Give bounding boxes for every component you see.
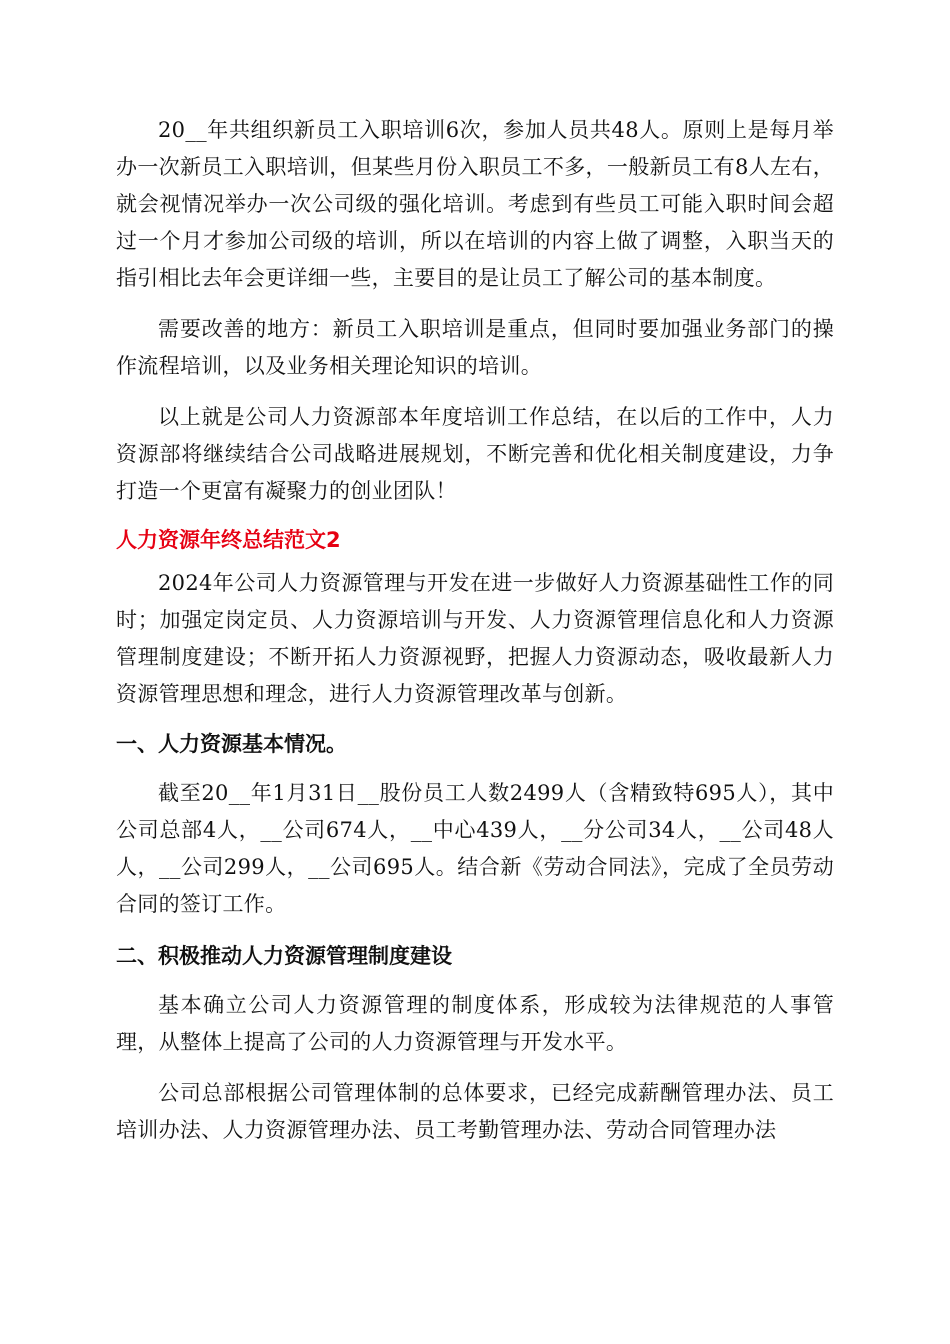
paragraph-overview: 2024年公司人力资源管理与开发在进一步做好人力资源基础性工作的同时；加强定岗定员、人力资源培训与开发、人力资源管理信息化和人力资源管理制度建设；不断开拓人力资源视野，把握人力资源动态，吸收最新人力资源管理思想和理念，进行人力资源管理改革与创新。 (116, 571, 834, 706)
section-title: 人力资源年终总结范文2 (116, 528, 341, 552)
heading-basic-situation: 一、人力资源基本情况。 (116, 732, 347, 756)
document-page (116, 112, 834, 1149)
paragraph-conclusion: 以上就是公司人力资源部本年度培训工作总结，在以后的工作中，人力资源部将继续结合公司战略进展规划，不断完善和优化相关制度建设，力争打造一个更富有凝聚力的创业团队！ (116, 405, 834, 503)
paragraph-headquarters-measures: 公司总部根据公司管理体制的总体要求，已经完成薪酬管理办法、员工培训办法、人力资源管理办法、员工考勤管理办法、劳动合同管理办法 (116, 1081, 834, 1142)
paragraph-staff-numbers: 截至20__年1月31日__股份员工人数2499人（含精致特695人），其中公司总部4人，__公司674人，__中心439人，__分公司34人，__公司48人人，__公司299人，__公司695人。结合新《劳动合同法》，完成了全员劳动合同的签订工作。 (116, 781, 834, 916)
paragraph-system-establishment: 基本确立公司人力资源管理的制度体系，形成较为法律规范的人事管理，从整体上提高了公司的人力资源管理与开发水平。 (116, 993, 834, 1054)
heading-system-building: 二、积极推动人力资源管理制度建设 (116, 944, 452, 968)
paragraph-improvements: 需要改善的地方：新员工入职培训是重点，但同时要加强业务部门的操作流程培训，以及业务相关理论知识的培训。 (116, 317, 834, 378)
paragraph-training-summary: 20__年共组织新员工入职培训6次，参加人员共48人。原则上是每月举办一次新员工入职培训，但某些月份入职员工不多，一般新员工有8人左右，就会视情况举办一次公司级的强化培训。考虑到有些员工可能入职时间会超过一个月才参加公司级的培训，所以在培训的内容上做了调整，入职当天的指引相比去年会更详细一些，主要目的是让员工了解公司的基本制度。 (116, 118, 834, 290)
